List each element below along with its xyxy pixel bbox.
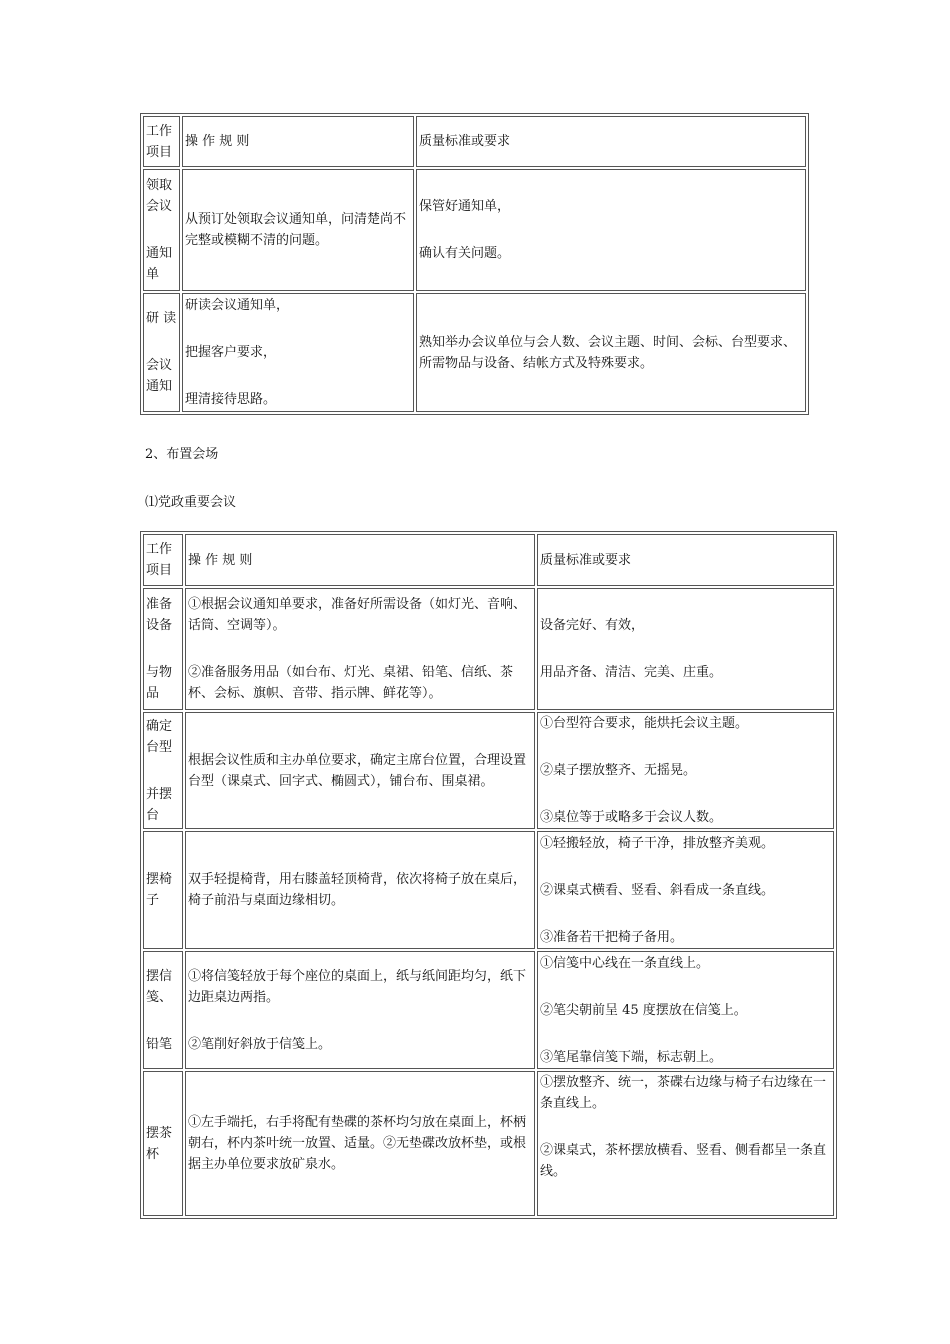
section-title: 2、布置会场: [145, 447, 219, 462]
table-header-row: [143, 534, 834, 586]
header-standard: 质量标准或要求: [416, 116, 806, 167]
header-item: 工作项目: [143, 116, 180, 167]
table-row: [143, 831, 834, 949]
row-standard: 保管好通知单， 确认有关问题。: [416, 169, 806, 291]
row-item: 摆信笺、 铅笔: [143, 951, 183, 1069]
row-item: 确定台型 并摆台: [143, 712, 183, 829]
row-rule: ①将信笺轻放于每个座位的桌面上，纸与纸间距均匀，纸下边距桌边两指。 ②笔削好斜放于信笺上。: [185, 951, 535, 1069]
header-item: 工作项目: [143, 534, 183, 586]
table-row: [143, 293, 806, 412]
row-rule: ①左手端托，右手将配有垫碟的茶杯均匀放在桌面上，杯柄朝右，杯内茶叶统一放置、适量。②无垫碟改放杯垫，或根据主办单位要求放矿泉水。: [185, 1071, 535, 1216]
row-standard: 设备完好、有效， 用品齐备、清洁、完美、庄重。: [537, 588, 834, 710]
header-standard: 质量标准或要求: [537, 534, 834, 586]
row-item: 摆椅子: [143, 831, 183, 949]
row-item: 领取 会议 通知 单: [143, 169, 180, 291]
row-standard: 熟知举办会议单位与会人数、会议主题、时间、会标、台型要求、所需物品与设备、结帐方式及特殊要求。: [416, 293, 806, 412]
row-item: 摆茶杯: [143, 1071, 183, 1216]
venue-setup-table: [140, 531, 837, 1219]
row-rule: ①根据会议通知单要求，准备好所需设备（如灯光、音响、话筒、空调等）。 ②准备服务用品（如台布、灯光、桌裙、铅笔、信纸、茶杯、会标、旗帜、音带、指示牌、鲜花等）。: [185, 588, 535, 710]
row-standard: ①轻搬轻放，椅子干净，排放整齐美观。 ②课桌式横看、竖看、斜看成一条直线。 ③准备若干把椅子备用。: [537, 831, 834, 949]
row-rule: 双手轻提椅背，用右膝盖轻顶椅背，依次将椅子放在桌后，椅子前沿与桌面边缘相切。: [185, 831, 535, 949]
table-row: [143, 1071, 834, 1216]
row-rule: 研读会议通知单， 把握客户要求， 理清接待思路。: [182, 293, 414, 412]
row-item: 准备设备 与物品: [143, 588, 183, 710]
header-rule: 操 作 规 则: [185, 534, 535, 586]
header-rule: 操 作 规 则: [182, 116, 414, 167]
table-row: [143, 951, 834, 1069]
subsection-title: ⑴党政重要会议: [145, 495, 237, 510]
row-rule: 根据会议性质和主办单位要求，确定主席台位置，合理设置台型（课桌式、回字式、椭圆式），铺台布、围桌裙。: [185, 712, 535, 829]
row-standard: ①信笺中心线在一条直线上。 ②笔尖朝前呈 45 度摆放在信笺上。 ③笔尾靠信笺下端，标志朝上。: [537, 951, 834, 1069]
table-row: [143, 588, 834, 710]
row-item: 研 读 会议 通知: [143, 293, 180, 412]
row-standard: ①台型符合要求，能烘托会议主题。 ②桌子摆放整齐、无摇晃。 ③桌位等于或略多于会议人数。: [537, 712, 834, 829]
row-standard: ①摆放整齐、统一，茶碟右边缘与椅子右边缘在一条直线上。 ②课桌式，茶杯摆放横看、竖看、侧看都呈一条直线。: [537, 1071, 834, 1216]
table-row: [143, 169, 806, 291]
table-header-row: [143, 116, 806, 167]
meeting-notice-table: [140, 113, 809, 415]
table-row: [143, 712, 834, 829]
row-rule: 从预订处领取会议通知单，问清楚尚不完整或模糊不清的问题。: [182, 169, 414, 291]
